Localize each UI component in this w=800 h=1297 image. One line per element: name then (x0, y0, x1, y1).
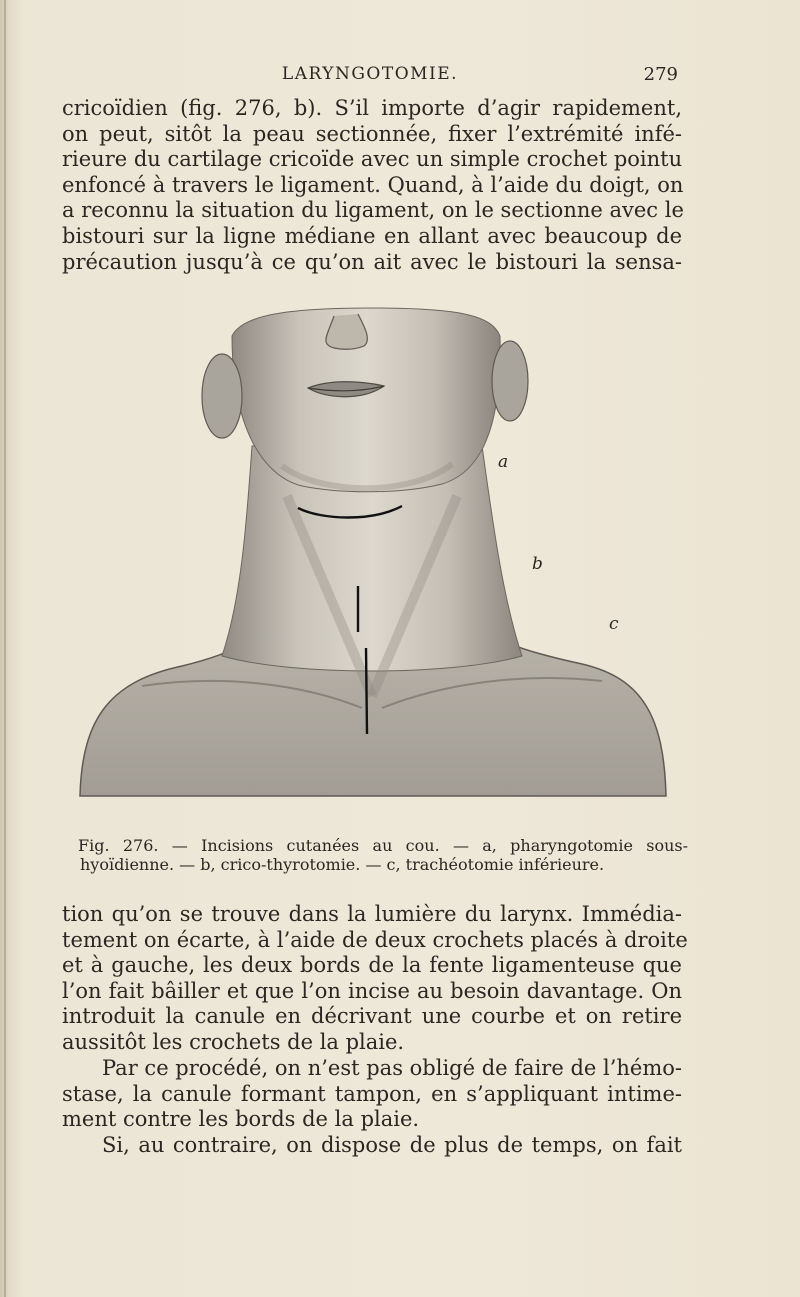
figure-label-b: b (532, 554, 543, 574)
figure-label-c: c (609, 614, 619, 634)
text-line: et à gauche, les deux bords de la fente ligamenteuse que (62, 953, 682, 978)
text-line: introduit la canule en décrivant une courbe et on retire (62, 1004, 682, 1029)
figure-label-a: a (498, 452, 509, 472)
paragraph-bottom-2 (62, 1056, 682, 1133)
incision-c (366, 648, 367, 734)
text-line: Si, au contraire, on dispose de plus de temps, on fait (102, 1133, 682, 1157)
page-gutter (4, 0, 6, 1297)
text-line: bistouri sur la ligne médiane en allant avec beaucoup de (62, 223, 682, 248)
text-line: tement on écarte, à l’aide de deux crochets placés à droite (62, 927, 688, 952)
text-line: stase, la canule formant tampon, en s’appliquant intime- (62, 1081, 682, 1106)
text-line: Par ce procédé, on n’est pas obligé de faire de l’hémo- (102, 1056, 682, 1080)
left-ear (202, 354, 242, 438)
text-line: l’on fait bâiller et que l’on incise au besoin davantage. On (62, 978, 682, 1003)
caption-line: hyoïdienne. — b, crico-thyrotomie. — c, trachéotomie inférieure. (80, 855, 605, 874)
neck-engraving (72, 296, 672, 826)
caption-line: Fig. 276. — Incisions cutanées au cou. — a, pharyngotomie sous- (78, 836, 688, 855)
page-number: 279 (643, 64, 678, 85)
text-line: a reconnu la situation du ligament, on le sectionne avec le (62, 198, 684, 223)
paragraph-bottom-1 (62, 902, 688, 1056)
text-line: précaution jusqu’à ce qu’on ait avec le bistouri la sensa- (62, 249, 682, 274)
text-line: tion qu’on se trouve dans la lumière du larynx. Immédia- (62, 902, 682, 926)
text-line: rieure du cartilage cricoïde avec un simple crochet pointu (62, 147, 683, 172)
text-line: cricoïdien (fig. 276, b). S’il importe d’agir rapidement, (62, 96, 682, 120)
text-line: aussitôt les crochets de la plaie. (62, 1029, 405, 1054)
figure-caption (78, 836, 688, 874)
text-line: enfoncé à travers le ligament. Quand, à l’aide du doigt, on (62, 172, 684, 197)
running-title: LARYNGOTOMIE. (281, 64, 459, 84)
paragraph-top (62, 96, 682, 275)
neck-illustration (72, 296, 672, 826)
running-header (62, 62, 678, 88)
text-line: ment contre les bords de la plaie. (62, 1107, 420, 1132)
right-ear (492, 341, 528, 421)
text-line: on peut, sitôt la peau sectionnée, fixer l’extrémité infé- (62, 121, 682, 146)
paragraph-bottom-3 (62, 1133, 682, 1159)
